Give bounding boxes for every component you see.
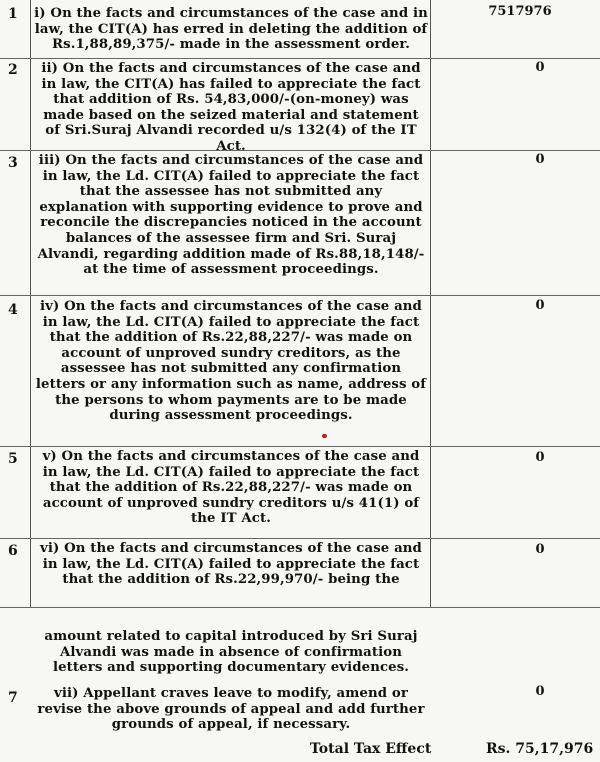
- tax-effect-amount: 0: [535, 542, 545, 557]
- total-tax-effect-amount: Rs. 75,17,976: [486, 741, 594, 757]
- row-number: 3: [8, 155, 18, 171]
- row-number: 1: [8, 6, 18, 22]
- ground-text: vi) On the facts and circumstances of the case and in law, the Ld. CIT(A) failed to appreciate the fact that the addition of Rs.22,99,970/- being the: [40, 541, 422, 588]
- row-divider: [0, 607, 600, 608]
- ground-text: i) On the facts and circumstances of the case and in law, the CIT(A) has erred in deleting the addition of Rs.1,88,89,375/- made in the assessment order.: [34, 6, 428, 53]
- tax-effect-amount: 0: [535, 298, 545, 313]
- row-number: 2: [8, 62, 18, 78]
- ground-text: iii) On the facts and circumstances of the case and in law, the Ld. CIT(A) failed to appreciate the fact that the assessee has not submitted any explanation with supporting evidence to prove and reconcile the discrepancies noticed in the account balances of the assessee firm and Sri. Suraj Alvandi, regarding addition made of Rs.88,18,148/- at the time of assessment proceedings.: [37, 153, 425, 278]
- total-tax-effect-label: Total Tax Effect: [310, 741, 432, 757]
- row-divider: [0, 295, 600, 296]
- ground-text: vii) Appellant craves leave to modify, amend or revise the above grounds of appeal and add further grounds of appeal, if necessary.: [37, 686, 425, 733]
- tax-effect-amount: 0: [535, 684, 545, 699]
- ink-mark: [322, 434, 327, 438]
- row-number: 6: [8, 543, 18, 559]
- tax-effect-amount: 0: [535, 450, 545, 465]
- ground-text: iv) On the facts and circumstances of the case and in law, the Ld. CIT(A) failed to appreciate the fact that the addition of Rs.22,88,227/- was made on account of unproved sundry creditors, as the assessee has not submitted any confirmation letters or any information such as name, address of the persons to whom payments are to be made during assessment proceedings.: [35, 299, 427, 424]
- ground-text: ii) On the facts and circumstances of the case and in law, the CIT(A) has failed to appreciate the fact that addition of Rs. 54,83,000/-(on-money) was made based on the seized material and statement of Sri.Suraj Alvandi recorded u/s 132(4) of the IT Act.: [41, 61, 421, 154]
- tax-effect-amount: 0: [535, 60, 545, 75]
- column-divider: [430, 0, 431, 608]
- ground-text: v) On the facts and circumstances of the case and in law, the Ld. CIT(A) failed to appreciate the fact that the addition of Rs.22,88,227/- was made on account of unproved sundry creditors u/s 41(1) of the IT Act.: [42, 449, 420, 527]
- tax-effect-amount: 7517976: [488, 4, 552, 19]
- row-number: 5: [8, 451, 18, 467]
- ground-continuation-text: amount related to capital introduced by Sri Suraj Alvandi was made in absence of confirmation letters and supporting documentary evidences.: [44, 629, 418, 676]
- column-divider: [30, 0, 31, 608]
- tax-effect-amount: 0: [535, 152, 545, 167]
- row-number: 7: [8, 690, 18, 706]
- row-divider: [0, 446, 600, 447]
- row-divider: [0, 538, 600, 539]
- row-number: 4: [8, 302, 18, 318]
- row-divider: [0, 58, 600, 59]
